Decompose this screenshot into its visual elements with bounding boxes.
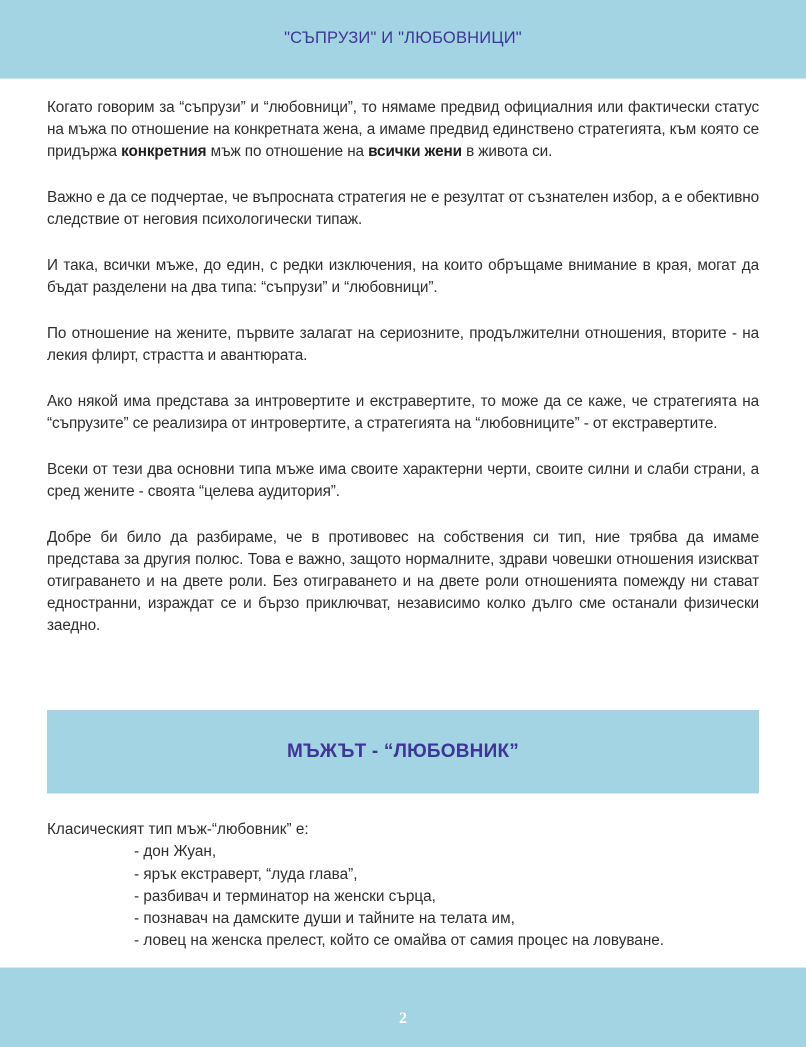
paragraph-text: Добре би било да разбираме, че в противовес на собствения си тип, ние трябва да имаме представа за другия полюс. Това е важно, защото нормалните, здрави човешки отношения изискват отиграването и на двете роли. Без отиграването и на двете роли отношенията помежду ни стават едностранни, израждат се и бързо приключват, независимо колко дълго сме останали физически заедно. [47,529,759,634]
page-header-banner [0,0,806,79]
list-item: - ловец на женска прелест, който се омайва от самия процес на ловуване. [134,932,665,950]
trait-list-block [47,819,777,953]
paragraph [47,323,759,367]
paragraph-text: мъж по отношение на [206,143,369,160]
paragraph-text: Важно е да се подчертае, че въпросната стратегия не е резултат от съзнателен избор, а е обективно следствие от неговия психологически типаж. [47,189,759,228]
body-text [47,97,759,661]
section-title: МЪЖЪТ - “ЛЮБОВНИК” [287,740,519,762]
paragraph [47,391,759,435]
paragraph [47,187,759,231]
paragraph-text: По отношение на жените, първите залагат на сериозните, продължителни отношения, вторите - на лекия флирт, страстта и авантюрата. [47,325,759,364]
section-heading-banner [47,710,759,794]
paragraph-text: в живота си. [461,143,553,160]
emphasized-text: конкретния [121,143,207,160]
emphasized-text: всички жени [368,143,462,160]
paragraph [47,459,759,503]
page-number: 2 [399,1010,407,1027]
list-item: - ярък екстраверт, “луда глава”, [134,865,358,883]
paragraph-text: Ако някой има представа за интровертите и екстравертите, то може да се каже, че стратегията на “съпрузите” се реализира от интровертите, а стратегията на “любовниците” - от екстравертите. [47,393,759,432]
list-item: - дон Жуан, [134,843,217,861]
list-intro: Класическият тип мъж-“любовник” е: [47,821,309,838]
paragraph [47,527,759,637]
paragraph-text: Когато говорим за “съпрузи” и “любовници”, то нямаме предвид официалния или фактически статус на мъжа по отношение на конкретната жена, а имаме предвид единствено стратегията, към която се придържа [47,99,759,160]
paragraph [47,97,759,163]
paragraph-text: И така, всички мъже, до един, с редки изключения, на които обръщаме внимание в края, могат да бъдат разделени на два типа: “съпрузи” и “любовници”. [47,257,759,296]
trait-list [47,841,777,952]
paragraph [47,255,759,299]
paragraph-text: Всеки от тези два основни типа мъже има своите характерни черти, своите силни и слаби страни, а сред жените - своята “целева аудитория”. [47,461,759,500]
list-item: - разбивач и терминатор на женски сърца, [134,887,436,905]
list-item: - познавач на дамските души и тайните на телата им, [134,910,515,928]
page-footer-banner [0,967,806,1047]
chapter-title: "СЪПРУЗИ" И "ЛЮБОВНИЦИ" [284,29,522,47]
